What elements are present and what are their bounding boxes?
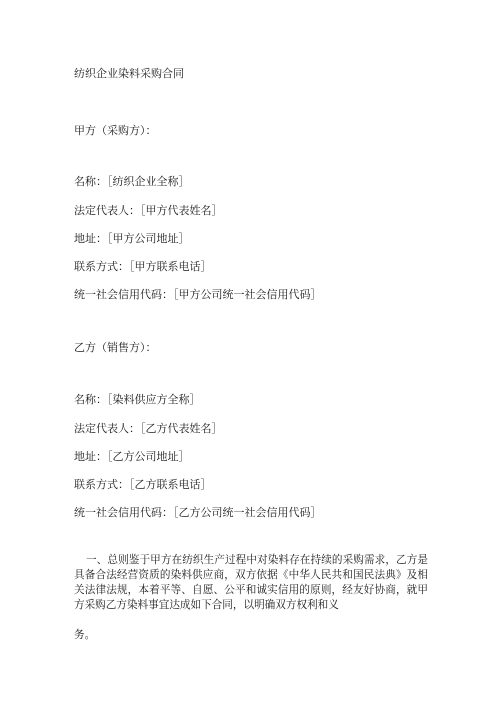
- party-b-address: 地址：［乙方公司地址］: [74, 450, 190, 463]
- party-a-address: 地址：［甲方公司地址］: [74, 232, 190, 245]
- contract-title: 纺织企业染料采购合同: [74, 67, 184, 80]
- general-provisions-paragraph: 一、总则鉴于甲方在纺织生产过程中对染料存在持续的采购需求，乙方是具备合法经营资质的染料供应商，双方依据《中华人民共和国民法典》及相关法律法规，本着平等、自愿、公平和诚实信用的原则，经友好协商，就甲方采购乙方染料事宜达成如下合同，以明确双方权利和义: [74, 554, 428, 611]
- party-a-credit-code: 统一社会信用代码：［甲方公司统一社会信用代码］: [74, 288, 322, 301]
- party-b-contact: 联系方式：［乙方联系电话］: [74, 478, 212, 491]
- party-b-name: 名称：［染料供应方全称］: [74, 393, 201, 406]
- party-b-heading: 乙方（销售方）：: [74, 341, 157, 354]
- party-b-credit-code: 统一社会信用代码：［乙方公司统一社会信用代码］: [74, 506, 322, 519]
- general-provisions-tail: 务。: [74, 629, 96, 641]
- party-a-name: 名称：［纺织企业全称］: [74, 175, 190, 188]
- party-b-representative: 法定代表人：［乙方代表姓名］: [74, 422, 223, 435]
- party-a-representative: 法定代表人：［甲方代表姓名］: [74, 204, 223, 217]
- party-a-contact: 联系方式：［甲方联系电话］: [74, 260, 212, 273]
- party-a-heading: 甲方（采购方）：: [74, 124, 157, 137]
